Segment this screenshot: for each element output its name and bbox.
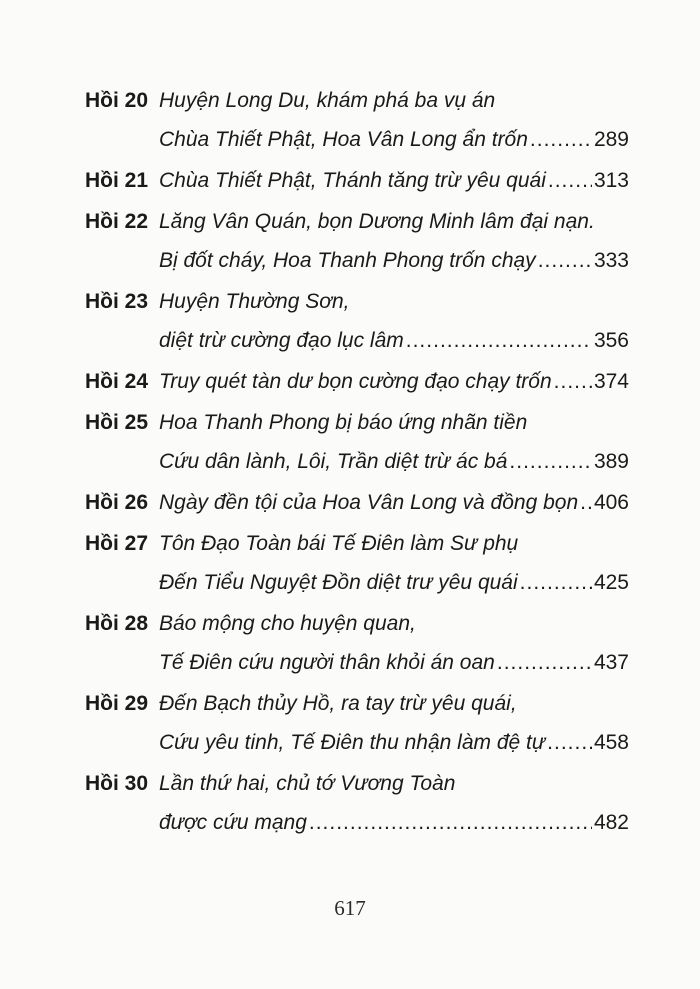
dot-leader bbox=[580, 486, 592, 520]
chapter-title-line: Lần thứ hai, chủ tớ Vương Toàn bbox=[159, 772, 456, 795]
chapter-page-number: 313 bbox=[593, 169, 629, 192]
chapter-page-number: 482 bbox=[593, 811, 629, 834]
chapter-label: Hồi 28 bbox=[85, 612, 149, 635]
dot-leader bbox=[538, 244, 592, 278]
chapter-title-line bbox=[159, 486, 629, 520]
chapter-label: Hồi 21 bbox=[85, 169, 149, 192]
chapter-page-number: 374 bbox=[593, 370, 629, 393]
chapter-page-number: 356 bbox=[593, 329, 629, 352]
dot-leader bbox=[309, 806, 592, 840]
chapter-label: Hồi 30 bbox=[85, 772, 149, 795]
chapter-title-text: Truy quét tàn dư bọn cường đạo chạy trốn bbox=[159, 370, 552, 393]
chapter-title-line: Đến Bạch thủy Hồ, ra tay trừ yêu quái, bbox=[159, 692, 517, 715]
chapter-label: Hồi 27 bbox=[85, 532, 149, 555]
chapter-title-text: Bị đốt cháy, Hoa Thanh Phong trốn chạy bbox=[159, 249, 536, 272]
chapter-title-line bbox=[159, 164, 629, 198]
chapter-label: Hồi 23 bbox=[85, 290, 149, 313]
dot-leader bbox=[530, 123, 592, 157]
chapter-label: Hồi 20 bbox=[85, 89, 149, 112]
chapter-title-text: Tế Điên cứu người thân khỏi án oan bbox=[159, 651, 495, 674]
chapter-title-line bbox=[159, 244, 629, 278]
chapter-title-line bbox=[159, 566, 629, 600]
page-number: 617 bbox=[334, 896, 366, 920]
chapter-title-line bbox=[159, 123, 629, 157]
chapter-page-number: 425 bbox=[593, 571, 629, 594]
chapter-title-text: Cứu dân lành, Lôi, Trần diệt trừ ác bá bbox=[159, 450, 508, 473]
chapter-label: Hồi 26 bbox=[85, 491, 149, 514]
chapter-title-text: Cứu yêu tinh, Tế Điên thu nhận làm đệ tự bbox=[159, 731, 546, 754]
chapter-title-text: Đến Tiểu Nguyệt Đồn diệt trư yêu quái bbox=[159, 571, 518, 594]
chapter-page-number: 406 bbox=[593, 491, 629, 514]
chapter-page-number: 389 bbox=[593, 450, 629, 473]
chapter-title-text: Chùa Thiết Phật, Hoa Vân Long ẩn trốn bbox=[159, 128, 528, 151]
dot-leader bbox=[509, 445, 592, 479]
chapter-label: Hồi 24 bbox=[85, 370, 149, 393]
chapter-title-line: Lăng Vân Quán, bọn Dương Minh lâm đại nạn. bbox=[159, 210, 595, 233]
chapter-title-line bbox=[159, 365, 629, 399]
chapter-title-line: Huyện Thường Sơn, bbox=[159, 290, 350, 313]
chapter-title-text: Ngày đền tội của Hoa Vân Long và đồng bọn bbox=[159, 491, 579, 514]
chapter-label: Hồi 29 bbox=[85, 692, 149, 715]
chapter-page-number: 458 bbox=[593, 731, 629, 754]
chapter-title-line bbox=[159, 324, 629, 358]
dot-leader bbox=[554, 365, 592, 399]
chapter-title-line: Hoa Thanh Phong bị báo ứng nhãn tiền bbox=[159, 411, 528, 434]
chapter-title-text: diệt trừ cường đạo lục lâm bbox=[159, 329, 404, 352]
chapter-label: Hồi 22 bbox=[85, 210, 149, 233]
chapter-title-line bbox=[159, 646, 629, 680]
chapter-title-line: Báo mộng cho huyện quan, bbox=[159, 612, 416, 635]
chapter-title-text: Chùa Thiết Phật, Thánh tăng trừ yêu quái bbox=[159, 169, 546, 192]
dot-leader bbox=[547, 726, 592, 760]
chapter-title-line bbox=[159, 726, 629, 760]
dot-leader bbox=[548, 164, 592, 198]
dot-leader bbox=[406, 324, 592, 358]
chapter-title-text: được cứu mạng bbox=[159, 811, 307, 834]
chapter-title-line: Huyện Long Du, khám phá ba vụ án bbox=[159, 89, 496, 112]
chapter-page-number: 437 bbox=[593, 651, 629, 674]
dot-leader bbox=[497, 646, 592, 680]
chapter-title-line: Tôn Đạo Toàn bái Tế Điên làm Sư phụ bbox=[159, 532, 519, 555]
dot-leader bbox=[520, 566, 592, 600]
chapter-title-line bbox=[159, 445, 629, 479]
chapter-label: Hồi 25 bbox=[85, 411, 149, 434]
chapter-page-number: 289 bbox=[593, 128, 629, 151]
chapter-title-line bbox=[159, 806, 629, 840]
chapter-page-number: 333 bbox=[593, 249, 629, 272]
